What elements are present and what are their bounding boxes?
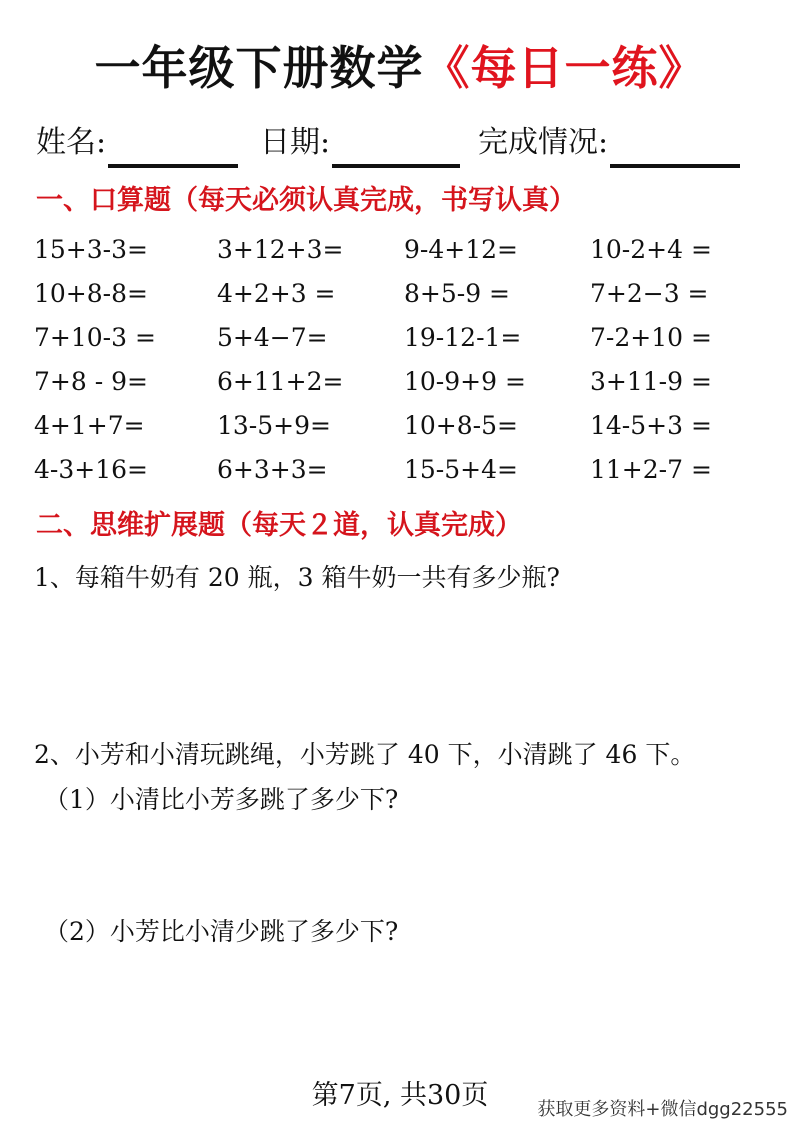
- name-label: 姓名:: [36, 125, 107, 160]
- word-problem-1: 1、每箱牛奶有 20 瓶，3 箱牛奶一共有多少瓶?: [34, 563, 560, 592]
- arithmetic-item: 5+4−7=: [217, 323, 328, 352]
- arithmetic-row: [34, 228, 774, 272]
- arithmetic-item: 3+11-9 =: [590, 367, 712, 396]
- name-field[interactable]: [36, 118, 238, 168]
- arithmetic-item: 14-5+3 =: [590, 411, 712, 440]
- arithmetic-item: 7+10-3 =: [34, 323, 156, 352]
- arithmetic-item: 10-2+4 =: [590, 235, 712, 264]
- arithmetic-item: 4+2+3 =: [217, 279, 336, 308]
- arithmetic-item: 4-3+16=: [34, 455, 148, 484]
- watermark-text: 获取更多资料+微信dgg22555: [537, 1099, 788, 1120]
- status-blank-line[interactable]: [610, 126, 740, 168]
- student-info-row: [36, 118, 756, 168]
- page-number: 第7页, 共30页: [311, 1080, 489, 1111]
- arithmetic-item: 3+12+3=: [217, 235, 344, 264]
- status-field[interactable]: [478, 118, 740, 168]
- title-highlight: 《每日一练》: [423, 41, 706, 95]
- arithmetic-item: 15+3-3=: [34, 235, 148, 264]
- arithmetic-row: [34, 360, 774, 404]
- arithmetic-item: 8+5-9 =: [404, 279, 511, 308]
- title-prefix: 一年级下册数学: [94, 41, 424, 95]
- worksheet-title: [0, 38, 800, 98]
- arithmetic-item: 10+8-5=: [404, 411, 518, 440]
- word-problem-2-part-1: （1）小清比小芳多跳了多少下?: [44, 785, 399, 814]
- word-problem-2-part-2: （2）小芳比小清少跳了多少下?: [44, 917, 399, 946]
- arithmetic-item: 9-4+12=: [404, 235, 518, 264]
- arithmetic-item: 4+1+7=: [34, 411, 145, 440]
- arithmetic-item: 10+8-8=: [34, 279, 148, 308]
- arithmetic-item: 7-2+10 =: [590, 323, 712, 352]
- date-label: 日期:: [260, 125, 331, 160]
- arithmetic-item: 19-12-1=: [404, 323, 522, 352]
- arithmetic-item: 7+2−3 =: [590, 279, 709, 308]
- date-field[interactable]: [260, 118, 460, 168]
- arithmetic-row: [34, 272, 774, 316]
- section-heading-mental-arithmetic: 一、口算题（每天必须认真完成，书写认真）: [36, 185, 576, 216]
- section-heading-thinking-problems: 二、思维扩展题（每天２道，认真完成）: [36, 510, 522, 541]
- date-blank-line[interactable]: [332, 126, 460, 168]
- name-blank-line[interactable]: [108, 126, 238, 168]
- status-label: 完成情况:: [478, 125, 609, 160]
- arithmetic-item: 6+11+2=: [217, 367, 344, 396]
- arithmetic-item: 13-5+9=: [217, 411, 331, 440]
- arithmetic-item: 11+2-7 =: [590, 455, 712, 484]
- arithmetic-row: [34, 404, 774, 448]
- arithmetic-row: [34, 316, 774, 360]
- word-problem-2: 2、小芳和小清玩跳绳，小芳跳了 40 下，小清跳了 46 下。: [34, 740, 696, 769]
- arithmetic-item: 7+8 - 9=: [34, 367, 148, 396]
- arithmetic-item: 6+3+3=: [217, 455, 328, 484]
- arithmetic-row: [34, 448, 774, 492]
- arithmetic-item: 10-9+9 =: [404, 367, 526, 396]
- arithmetic-grid: [34, 228, 774, 492]
- arithmetic-item: 15-5+4=: [404, 455, 518, 484]
